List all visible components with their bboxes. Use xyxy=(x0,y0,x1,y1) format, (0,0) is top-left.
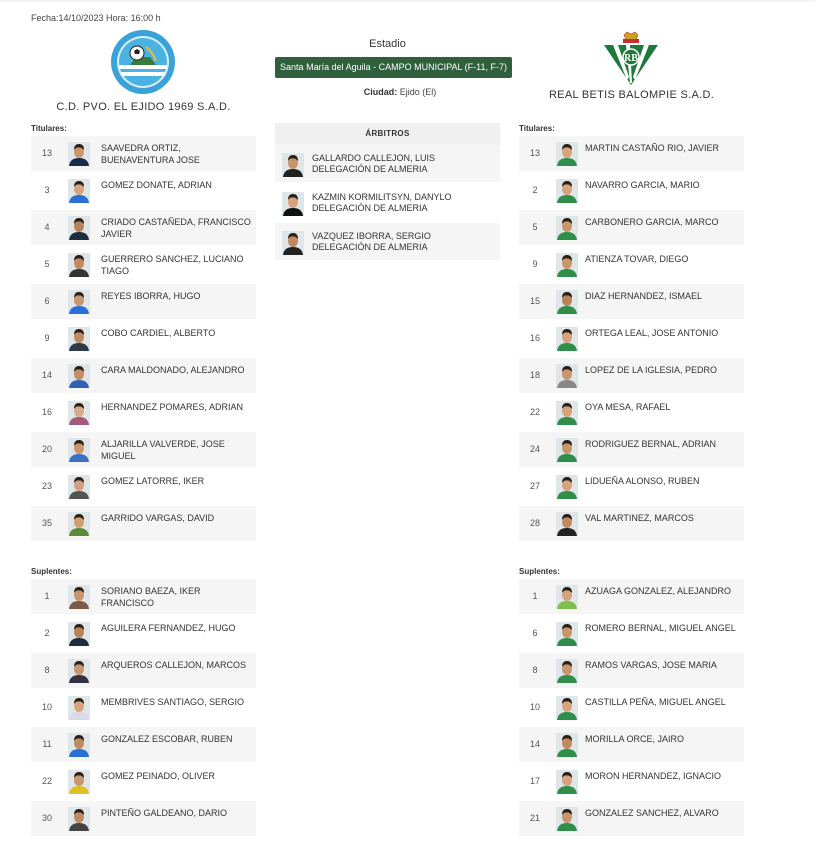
player-name[interactable]: VAL MARTINEZ, MARCOS xyxy=(585,513,694,523)
player-name[interactable]: GOMEZ DONATE, ADRIAN xyxy=(101,180,212,190)
player-number: 5 xyxy=(44,259,50,269)
player-row[interactable] xyxy=(31,210,256,247)
player-name[interactable]: ARQUEROS CALLEJON, MARCOS xyxy=(101,660,247,670)
player-photo-icon xyxy=(556,622,578,646)
player-row[interactable] xyxy=(519,321,744,358)
player-number: 22 xyxy=(41,776,52,786)
player-number: 18 xyxy=(529,370,540,380)
player-name[interactable]: CRIADO CASTAÑEDA, FRANCISCO JAVIER xyxy=(101,217,251,239)
player-number: 1 xyxy=(44,591,50,601)
referee-name: KAZMIN KORMILITSYN, DANYLO xyxy=(312,192,452,202)
player-name[interactable]: DIAZ HERNANDEZ, ISMAEL xyxy=(585,291,703,301)
home-team-name: C.D. PVO. EL EJIDO 1969 S.A.D. xyxy=(56,101,231,113)
player-number: 4 xyxy=(44,222,50,232)
player-name[interactable]: CASTILLA PEÑA, MIGUEL ANGEL xyxy=(585,697,726,707)
player-number: 24 xyxy=(529,444,540,454)
player-photo-icon xyxy=(68,179,90,203)
player-number: 20 xyxy=(41,444,52,454)
player-row[interactable] xyxy=(31,247,256,284)
home-subs-list xyxy=(31,579,256,838)
referee-info xyxy=(312,153,435,175)
player-photo-icon xyxy=(556,696,578,720)
player-photo-icon xyxy=(556,327,578,351)
home-starters-label: Titulares: xyxy=(31,124,67,133)
player-row[interactable] xyxy=(31,653,256,690)
player-name[interactable]: LOPEZ DE LA IGLESIA, PEDRO xyxy=(585,365,718,375)
player-number: 2 xyxy=(44,628,50,638)
player-name[interactable]: CARA MALDONADO, ALEJANDRO xyxy=(101,365,245,375)
player-row[interactable] xyxy=(31,469,256,506)
player-number: 11 xyxy=(42,739,52,749)
player-photo-icon xyxy=(556,401,578,425)
player-row[interactable] xyxy=(31,321,256,358)
player-name[interactable]: NAVARRO GARCIA, MARIO xyxy=(585,180,700,190)
svg-text:RB: RB xyxy=(624,53,638,64)
referee-delegation: DELEGACIÓN DE ALMERIA xyxy=(312,203,428,213)
player-name[interactable]: HERNANDEZ POMARES, ADRIAN xyxy=(101,402,244,412)
home-subs-label: Suplentes: xyxy=(31,567,72,576)
player-number: 6 xyxy=(44,296,50,306)
player-photo-icon xyxy=(556,253,578,277)
referee-photo-icon xyxy=(282,153,302,177)
player-number: 10 xyxy=(41,702,52,712)
away-subs-list xyxy=(519,579,744,838)
player-name[interactable]: GUERRERO SANCHEZ, LUCIANO TIAGO xyxy=(101,254,244,276)
player-number: 22 xyxy=(529,407,540,417)
player-row[interactable] xyxy=(31,727,256,764)
player-row[interactable] xyxy=(519,801,744,838)
player-number: 27 xyxy=(529,481,540,491)
player-name[interactable]: MARTIN CASTAÑO RIO, JAVIER xyxy=(585,143,720,153)
player-photo-icon xyxy=(556,770,578,794)
player-number: 10 xyxy=(529,702,540,712)
player-number: 6 xyxy=(532,628,538,638)
player-name[interactable]: ROMERO BERNAL, MIGUEL ANGEL xyxy=(585,623,736,633)
player-number: 9 xyxy=(44,333,50,343)
player-row[interactable] xyxy=(31,395,256,432)
stadium-label: Estadio xyxy=(369,38,406,50)
player-name[interactable]: GONZALEZ SANCHEZ, ALVARO xyxy=(585,808,719,818)
home-starters-list xyxy=(31,136,256,543)
player-row[interactable] xyxy=(519,358,744,395)
player-name[interactable]: RAMOS VARGAS, JOSE MARIA xyxy=(585,660,717,670)
player-row[interactable] xyxy=(31,284,256,321)
player-name[interactable]: MORILLA ORCE, JAIRO xyxy=(585,734,685,744)
player-photo-icon xyxy=(68,142,90,166)
player-row[interactable] xyxy=(31,506,256,543)
referee-row xyxy=(275,223,500,262)
city-label: Ciudad: xyxy=(363,87,398,97)
player-photo-icon xyxy=(68,770,90,794)
player-number: 14 xyxy=(41,370,52,380)
player-row[interactable] xyxy=(31,432,256,469)
referee-delegation: DELEGACIÓN DE ALMERIA xyxy=(312,164,428,174)
player-photo-icon xyxy=(68,512,90,536)
player-photo-icon xyxy=(556,179,578,203)
player-photo-icon xyxy=(68,659,90,683)
player-row[interactable] xyxy=(519,727,744,764)
player-photo-icon xyxy=(556,585,578,609)
player-number: 16 xyxy=(41,407,52,417)
player-number: 3 xyxy=(44,185,50,195)
player-row[interactable] xyxy=(519,247,744,284)
player-number: 16 xyxy=(529,333,540,343)
player-photo-icon xyxy=(68,364,90,388)
player-photo-icon xyxy=(68,401,90,425)
player-name[interactable]: GONZALEZ ESCOBAR, RUBEN xyxy=(101,734,233,744)
player-photo-icon xyxy=(68,696,90,720)
player-number: 21 xyxy=(529,813,540,823)
referees-list xyxy=(275,145,500,262)
player-row[interactable] xyxy=(31,136,256,173)
player-photo-icon xyxy=(556,512,578,536)
player-row[interactable] xyxy=(519,469,744,506)
player-row[interactable] xyxy=(519,616,744,653)
player-photo-icon xyxy=(556,438,578,462)
player-photo-icon xyxy=(556,807,578,831)
player-row[interactable] xyxy=(519,506,744,543)
away-starters-list xyxy=(519,136,744,543)
player-name[interactable]: SAAVEDRA ORTIZ, BUENAVENTURA JOSE xyxy=(101,143,200,165)
referees-title: ÁRBITROS xyxy=(275,123,500,145)
player-photo-icon xyxy=(556,142,578,166)
player-row[interactable] xyxy=(519,395,744,432)
player-number: 13 xyxy=(41,148,52,158)
match-date: Fecha:14/10/2023 Hora: 16:00 h xyxy=(31,13,161,23)
player-row[interactable] xyxy=(31,764,256,801)
player-photo-icon xyxy=(68,438,90,462)
player-number: 8 xyxy=(44,665,50,675)
player-photo-icon xyxy=(556,216,578,240)
player-row[interactable] xyxy=(31,173,256,210)
player-row[interactable] xyxy=(519,173,744,210)
home-team-crest-icon xyxy=(110,29,176,95)
player-row[interactable] xyxy=(31,801,256,838)
player-photo-icon xyxy=(556,364,578,388)
city-line xyxy=(275,87,525,97)
player-number: 14 xyxy=(529,739,540,749)
stadium-button[interactable]: Santa María del Aguila - CAMPO MUNICIPAL (F-11, F-7) xyxy=(275,57,512,78)
top-border xyxy=(0,0,815,2)
player-name[interactable]: ORTEGA LEAL, JOSE ANTONIO xyxy=(585,328,719,338)
player-name[interactable]: AZUAGA GONZALEZ, ALEJANDRO xyxy=(585,586,732,596)
referee-name: GALLARDO CALLEJON, LUIS xyxy=(312,153,436,163)
player-photo-icon xyxy=(68,475,90,499)
player-name[interactable]: LIDUEÑA ALONSO, RUBEN xyxy=(585,476,700,486)
referee-photo-icon xyxy=(282,231,302,255)
player-photo-icon xyxy=(556,475,578,499)
player-row[interactable] xyxy=(519,579,744,616)
referee-info xyxy=(312,192,452,214)
player-name[interactable]: MEMBRIVES SANTIAGO, SERGIO xyxy=(101,697,245,707)
player-number: 30 xyxy=(41,813,52,823)
player-photo-icon xyxy=(556,659,578,683)
player-number: 13 xyxy=(529,148,540,158)
player-name[interactable]: PINTEÑO GALDEANO, DARIO xyxy=(101,808,228,818)
player-photo-icon xyxy=(68,216,90,240)
city-value: Ejido (El) xyxy=(399,87,437,97)
player-number: 17 xyxy=(529,776,540,786)
player-row[interactable] xyxy=(519,690,744,727)
player-name[interactable]: OYA MESA, RAFAEL xyxy=(585,402,671,412)
player-number: 2 xyxy=(532,185,538,195)
away-starters-label: Titulares: xyxy=(519,124,555,133)
referee-row xyxy=(275,145,500,184)
player-number: 35 xyxy=(41,518,52,528)
player-name[interactable]: CARBONERO GARCIA, MARCO xyxy=(585,217,719,227)
player-photo-icon xyxy=(556,290,578,314)
player-row[interactable] xyxy=(31,616,256,653)
referee-name: VAZQUEZ IBORRA, SERGIO xyxy=(312,231,431,241)
player-name[interactable]: COBO CARDIEL, ALBERTO xyxy=(101,328,216,338)
player-photo-icon xyxy=(68,290,90,314)
player-name[interactable]: REYES IBORRA, HUGO xyxy=(101,291,201,301)
player-row[interactable] xyxy=(519,136,744,173)
player-photo-icon xyxy=(68,327,90,351)
away-team-crest-icon xyxy=(596,31,666,87)
player-row[interactable] xyxy=(519,764,744,801)
referee-photo-icon xyxy=(282,192,302,216)
player-name[interactable]: ALJARILLA VALVERDE, JOSE MIGUEL xyxy=(101,439,225,461)
player-name[interactable]: SORIANO BAEZA, IKER FRANCISCO xyxy=(101,586,201,608)
player-number: 8 xyxy=(532,665,538,675)
referee-info xyxy=(312,231,431,253)
player-row[interactable] xyxy=(519,653,744,690)
player-name[interactable]: ATIENZA TOVAR, DIEGO xyxy=(585,254,689,264)
player-number: 28 xyxy=(529,518,540,528)
referee-delegation: DELEGACIÓN DE ALMERIA xyxy=(312,242,428,252)
player-photo-icon xyxy=(68,253,90,277)
player-photo-icon xyxy=(68,807,90,831)
referees-panel xyxy=(275,123,500,262)
player-row[interactable] xyxy=(519,432,744,469)
player-row[interactable] xyxy=(31,358,256,395)
player-name[interactable]: GOMEZ PEINADO, OLIVER xyxy=(101,771,216,781)
player-photo-icon xyxy=(556,733,578,757)
player-row[interactable] xyxy=(519,210,744,247)
player-photo-icon xyxy=(68,622,90,646)
player-row[interactable] xyxy=(31,690,256,727)
player-photo-icon xyxy=(68,733,90,757)
player-number: 5 xyxy=(532,222,538,232)
player-number: 9 xyxy=(532,259,538,269)
player-name[interactable]: RODRIGUEZ BERNAL, ADRIAN xyxy=(585,439,717,449)
away-team-name: REAL BETIS BALOMPIE S.A.D. xyxy=(548,89,715,101)
player-number: 1 xyxy=(532,591,538,601)
player-name[interactable]: AGUILERA FERNANDEZ, HUGO xyxy=(101,623,236,633)
player-row[interactable] xyxy=(31,579,256,616)
player-number: 15 xyxy=(529,296,540,306)
player-name[interactable]: GOMEZ LATORRE, IKER xyxy=(101,476,205,486)
referee-row xyxy=(275,184,500,223)
player-row[interactable] xyxy=(519,284,744,321)
away-subs-label: Suplentes: xyxy=(519,567,560,576)
player-photo-icon xyxy=(68,585,90,609)
player-name[interactable]: GARRIDO VARGAS, DAVID xyxy=(101,513,215,523)
player-name[interactable]: MORON HERNANDEZ, IGNACIO xyxy=(585,771,722,781)
player-number: 23 xyxy=(41,481,52,491)
